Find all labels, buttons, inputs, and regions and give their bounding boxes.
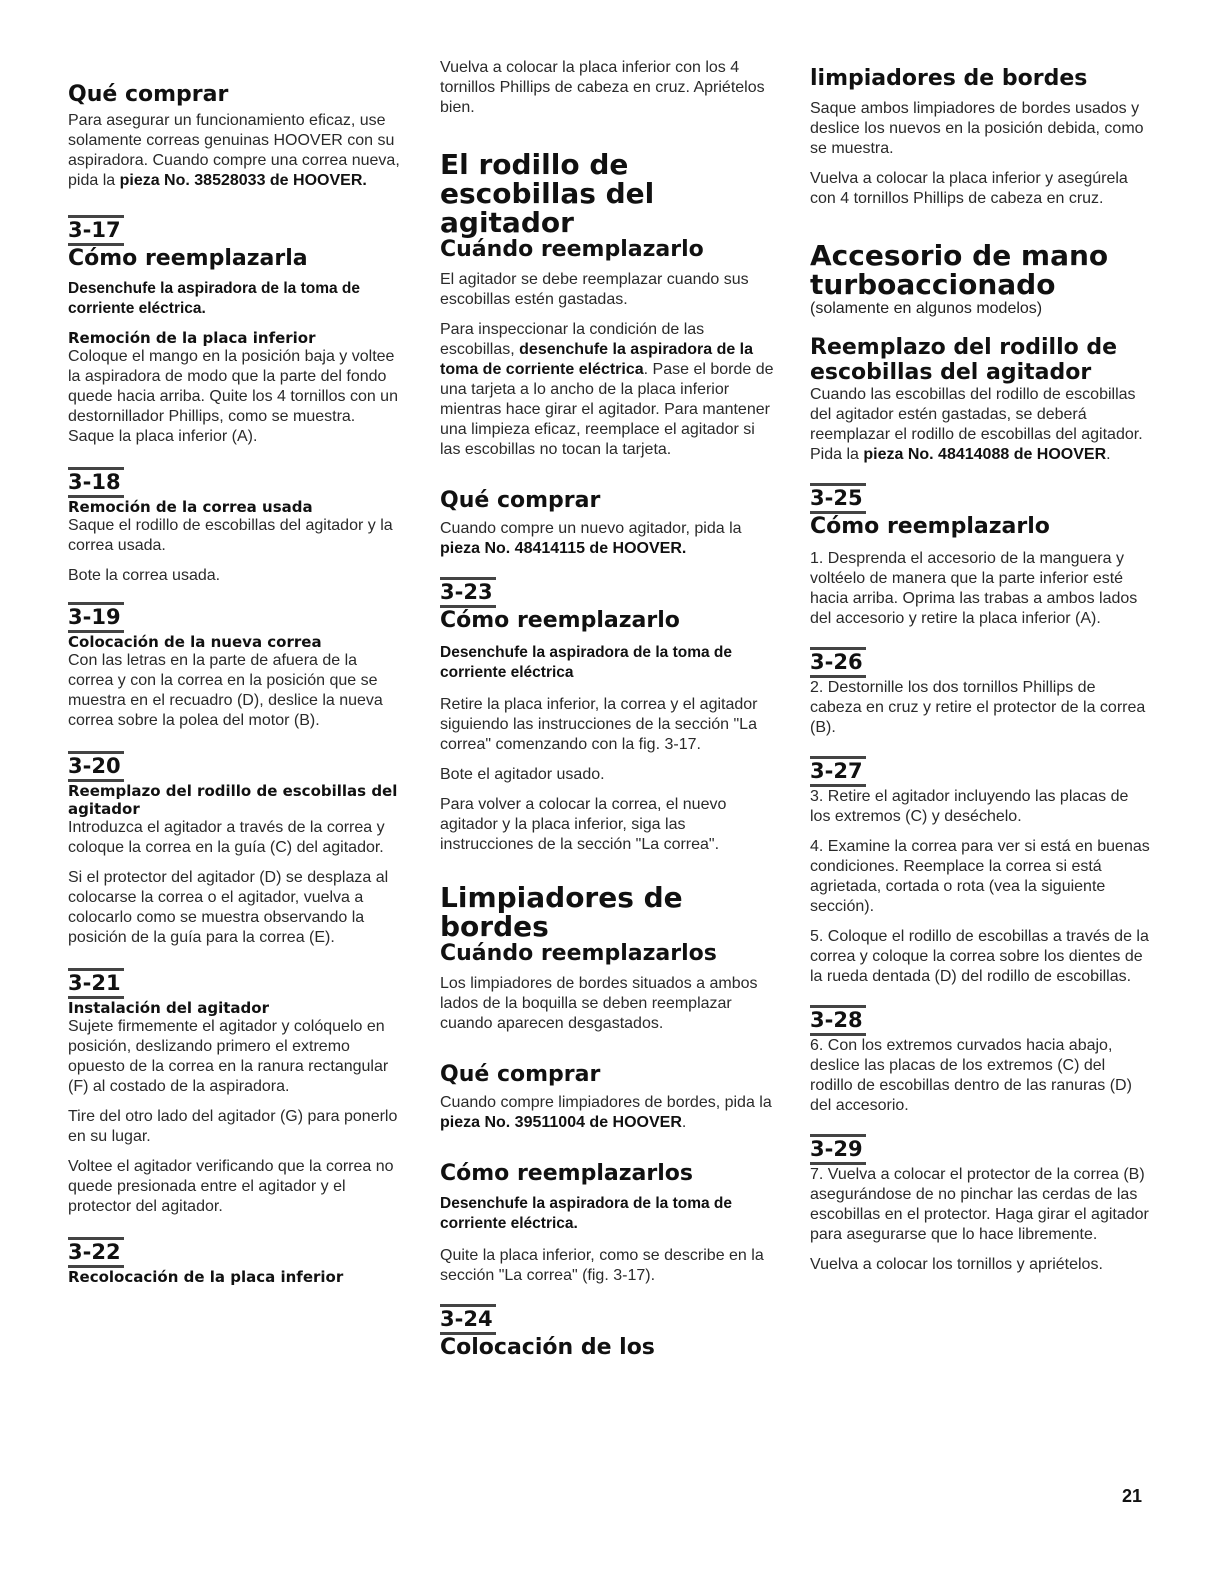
heading-como-reemplazarlos: Cómo reemplazarlos — [440, 1161, 693, 1186]
paragraph-step-6: 6. Con los extremos curvados hacia abajo, deslice las placas de los extremos (C) del rodillo de escobillas dentro de las ranuras (D) del accesorio. — [810, 1037, 1132, 1114]
figure-label-3-17: 3-17 — [68, 215, 124, 246]
paragraph-bote-correa: Bote la correa usada. — [68, 567, 221, 584]
heading-reemplazo-rodillo-accesorio: Reemplazo del rodillo de escobillas del agitador — [810, 335, 1118, 385]
paragraph-volver: Para volver a colocar la correa, el nuevo agitador y la placa inferior, siga las instrucciones de la sección "La correa". — [440, 796, 727, 853]
figure-label-3-29: 3-29 — [810, 1134, 866, 1165]
paragraph-apriete: Vuelva a colocar los tornillos y apriételos. — [810, 1256, 1103, 1273]
figure-label-3-28: 3-28 — [810, 1005, 866, 1036]
heading-remocion-placa: Remoción de la placa inferior — [68, 329, 316, 347]
instruction-desenchufe-agitador: Desenchufe la aspiradora de la toma de corriente eléctrica — [440, 644, 733, 681]
heading-como-reemplazarla: Cómo reemplazarla — [68, 246, 308, 271]
figure-label-3-22: 3-22 — [68, 1237, 124, 1268]
paragraph-saque: Saque ambos limpiadores de bordes usados y deslice los nuevos en la posición debida, como se muestra. — [810, 100, 1144, 157]
paragraph-voltee: Voltee el agitador verificando que la correa no quede presionada entre el agitador y el protector del agitador. — [68, 1158, 394, 1215]
column-middle — [440, 58, 775, 1360]
heading-recolocacion: Recolocación de la placa inferior — [68, 1268, 344, 1286]
paragraph-cuando: Cuando las escobillas del rodillo de escobillas del agitador estén gastadas, se deberá reemplazar el rodillo de escobillas del agitador. Pida la pieza No. 48414088 de HOOVER. — [810, 386, 1143, 463]
column-right — [810, 58, 1150, 1275]
heading-como-reemplazarlo-accesorio: Cómo reemplazarlo — [810, 514, 1050, 539]
paragraph-que-comprar-limpiadores: Cuando compre limpiadores de bordes, pida la pieza No. 39511004 de HOOVER. — [440, 1094, 772, 1131]
instruction-desenchufe-limpiadores: Desenchufe la aspiradora de la toma de corriente eléctrica. — [440, 1195, 733, 1232]
figure-label-3-26: 3-26 — [810, 647, 866, 678]
paragraph-protector: Si el protector del agitador (D) se desplaza al colocarse la correa o el agitador, vuelva a colocarlo como se muestra observando la posición de la guía para la correa (E). — [68, 869, 389, 946]
heading-instalacion: Instalación del agitador — [68, 999, 269, 1017]
paragraph-remocion-correa: Saque el rodillo de escobillas del agitador y la correa usada. — [68, 517, 393, 554]
paragraph-reemplazo-rodillo: Introduzca el agitador a través de la correa y coloque la correa en la guía (C) del agitador. — [68, 819, 385, 856]
paragraph-step-1: 1. Desprenda el accesorio de la manguera y voltéelo de manera que la parte inferior esté hacia arriba. Oprima las trabas a ambos lados del accesorio y retire la placa inferior (A). — [810, 550, 1138, 627]
heading-remocion-correa: Remoción de la correa usada — [68, 498, 313, 516]
heading-rodillo: El rodillo de escobillas del agitador — [440, 148, 655, 239]
paragraph-bote: Bote el agitador usado. — [440, 766, 605, 783]
figure-label-3-24: 3-24 — [440, 1304, 496, 1335]
paragraph-colocacion-correa: Con las letras en la parte de afuera de la correa y con la correa en la posición que se muestra en el recuadro (D), deslice la nueva correa sobre la polea del motor (B). — [68, 652, 383, 729]
paragraph-instalacion: Sujete firmemente el agitador y colóquelo en posición, deslizando primero el extremo opuesto de la correa en la ranura rectangular (F) al costado de la aspiradora. — [68, 1018, 389, 1095]
paragraph-step-4: 4. Examine la correa para ver si está en buenas condiciones. Reemplace la correa si está agrietada, cortada o rota (vea la siguiente sección). — [810, 838, 1150, 915]
figure-label-3-25: 3-25 — [810, 483, 866, 514]
heading-cuando-reemplazarlo: Cuándo reemplazarlo — [440, 237, 704, 262]
paragraph-remocion-placa: Coloque el mango en la posición baja y voltee la aspiradora de modo que la parte del fondo quede hacia arriba. Quite los 4 tornillos con un destornillador Phillips, como se muestra. Saque la placa inferior (A). — [68, 348, 398, 445]
paragraph-step-5: 5. Coloque el rodillo de escobillas a través de la correa y coloque la correa sobre los dientes de la rueda dentada (D) del rodillo de escobillas. — [810, 928, 1149, 985]
heading-colocacion-correa: Colocación de la nueva correa — [68, 633, 322, 651]
paragraph-quite: Quite la placa inferior, como se describe en la sección "La correa" (fig. 3-17). — [440, 1247, 764, 1284]
heading-colocacion-de-los: Colocación de los — [440, 1335, 655, 1360]
paragraph-retire: Retire la placa inferior, la correa y el agitador siguiendo las instrucciones de la sección "La correa" comenzando con la fig. 3-17. — [440, 696, 758, 753]
heading-que-comprar-limpiadores: Qué comprar — [440, 1062, 601, 1087]
paragraph-step-7: 7. Vuelva a colocar el protector de la correa (B) asegurándose de no pinchar las cerdas de las escobillas en el protector. Haga girar el agitador para asegurarse que lo hace libremente. — [810, 1166, 1149, 1243]
heading-que-comprar-agitador: Qué comprar — [440, 488, 601, 513]
paragraph-vuelva: Vuelva a colocar la placa inferior con los 4 tornillos Phillips de cabeza en cruz. Apriételos bien. — [440, 59, 765, 116]
paragraph-que-comprar: Para asegurar un funcionamiento eficaz, use solamente correas genuinas HOOVER con su aspiradora. Cuando compre una correa nueva, pida la pieza No. 38528033 de HOOVER. — [68, 112, 400, 189]
figure-label-3-18: 3-18 — [68, 467, 124, 498]
heading-accesorio: Accesorio de mano turboaccionado — [810, 239, 1109, 301]
paragraph-limpiadores: Los limpiadores de bordes situados a ambos lados de la boquilla se deben reemplazar cuando aparecen desgastados. — [440, 975, 758, 1032]
heading-limpiadores: Limpiadores de bordes — [440, 881, 683, 943]
heading-limpiadores-bordes: limpiadores de bordes — [810, 66, 1088, 91]
paragraph-tire: Tire del otro lado del agitador (G) para ponerlo en su lugar. — [68, 1108, 398, 1145]
paragraph-step-3: 3. Retire el agitador incluyendo las placas de los extremos (C) y deséchelo. — [810, 788, 1129, 825]
paragraph-que-comprar-agitador: Cuando compre un nuevo agitador, pida la pieza No. 48414115 de HOOVER. — [440, 520, 742, 557]
figure-label-3-19: 3-19 — [68, 602, 124, 633]
heading-reemplazo-rodillo: Reemplazo del rodillo de escobillas del agitador — [68, 782, 398, 818]
figure-label-3-23: 3-23 — [440, 577, 496, 608]
page-number: 21 — [1122, 1486, 1143, 1506]
paragraph-agitador-gastadas: El agitador se debe reemplazar cuando sus escobillas estén gastadas. — [440, 271, 749, 308]
column-left — [68, 58, 403, 1286]
figure-label-3-27: 3-27 — [810, 756, 866, 787]
heading-cuando-reemplazarlos: Cuándo reemplazarlos — [440, 941, 717, 966]
figure-label-3-20: 3-20 — [68, 751, 124, 782]
paragraph-step-2: 2. Destornille los dos tornillos Phillips de cabeza en cruz y retire el protector de la correa (B). — [810, 679, 1146, 736]
heading-que-comprar: Qué comprar — [68, 82, 229, 107]
paragraph-vuelva-placa: Vuelva a colocar la placa inferior y asegúrela con 4 tornillos Phillips de cabeza en cruz. — [810, 170, 1128, 207]
figure-label-3-21: 3-21 — [68, 968, 124, 999]
paragraph-inspeccionar: Para inspeccionar la condición de las escobillas, desenchufe la aspiradora de la toma de corriente eléctrica. Pase el borde de una tarjeta a lo ancho de la placa inferior mientras hace girar el agitador. Para mantener una limpieza eficaz, reemplace el agitador si las escobillas no tocan la tarjeta. — [440, 321, 774, 458]
heading-como-reemplazarlo: Cómo reemplazarlo — [440, 608, 680, 633]
subtitle-modelos: (solamente en algunos modelos) — [810, 300, 1043, 317]
instruction-desenchufe: Desenchufe la aspiradora de la toma de corriente eléctrica. — [68, 280, 361, 317]
